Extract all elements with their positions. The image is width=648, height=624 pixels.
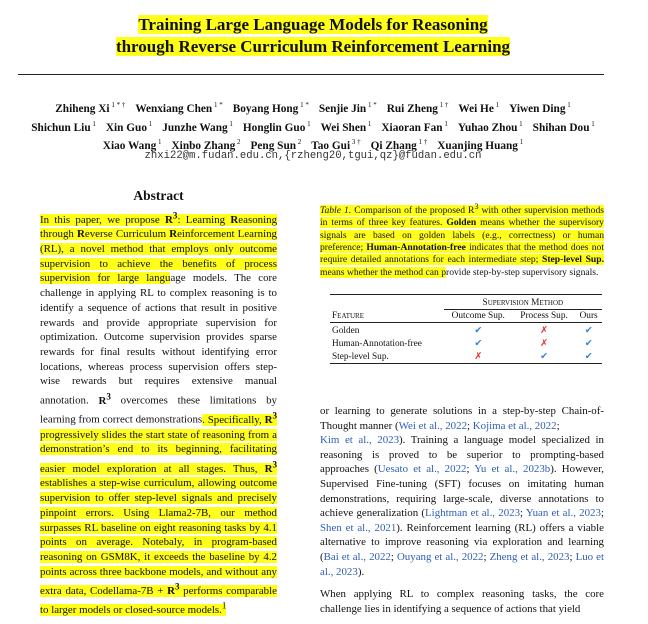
author-name: Yuhao Zhou $^1$ — [457, 119, 523, 134]
title-line-2: through Reverse Curriculum Reinforcement Learning — [115, 37, 511, 56]
author-name: Shihan Dou $^1$ — [532, 119, 595, 134]
author-name: Tao Gui $^{3 \dagger}$ — [311, 138, 361, 153]
supervision-method-header: Supervision Method — [444, 297, 602, 310]
citation-link[interactable]: Luo et al., 2023 — [320, 550, 605, 578]
citation-link[interactable]: Wei et al., 2022 — [398, 419, 468, 432]
author-name: Zhiheng Xi $^{1 * \dagger}$ — [55, 101, 126, 115]
citation-link[interactable]: Yuan et al., 2023 — [525, 507, 601, 520]
check-icon: ✔ — [584, 339, 593, 349]
check-icon: ✔ — [540, 352, 548, 362]
feature-cell: Step-level Sup. — [332, 351, 389, 362]
citation-link[interactable]: Lightman et al., 2023 — [425, 507, 521, 520]
author-name: Honglin Guo $^1$ — [242, 119, 311, 134]
table-row — [330, 324, 602, 337]
author-name: Rui Zheng $^{1 \dagger}$ — [386, 101, 449, 115]
citation-link[interactable]: Kim et al., 2023 — [320, 434, 400, 447]
cross-icon: ✗ — [540, 326, 548, 336]
abstract-highlight-1: In this paper, we propose $R^3$: Learning Reasoning through Reverse Curriculum Reinforcement Learning (RL), a novel method that employs only outcome supervision to achieve the benefits of process supervision for large langu — [40, 210, 278, 285]
abstract-text: In this paper, we propose $R^3$: Learning Reasoning through Reverse Curriculum Reinforcement Learning (RL), a novel method that employs only outcome supervision to achieve the benefits of process supervision for large language models. The core challenge in applying RL to complex reasoning is to identify a sequence of actions that result in positive rewards and provide appropriate supervision for optimization. Outcome supervision provides sparse rewards for final results without identifying error locations, whereas process supervision offers step-wise rewards but requires extensive manual annotation. $R^3$ overcomes these limitations by learning from correct demonstrations. Specifically, $R^3$ progressively slides the start state of reasoning from a demonstration’s end to its beginning, facilitating easier model exploration at all stages. Thus, $R^3$ establishes a step-wise curriculum, allowing outcome supervision to offer step-level signals and precisely pinpoint errors. Using Llama2-7B, our method surpasses RL baseline on eight reasoning tasks by 4.1 points on average. Notebaly, in program-based reasoning on GSM8K, it exceeds the baseline by 4.2 points across three backbone models, and without any extra data, Codellama-7B + $R^3$ performs comparable to larger models or closed-source models.$^1$ — [40, 210, 278, 617]
author-name: Senjie Jin $^{1 *}$ — [318, 101, 377, 115]
citation-link[interactable]: Zheng et al., 2023 — [489, 550, 570, 563]
abstract-highlight-2: . Specifically, $R^3$ progressively slides the start state of reasoning from a demonstration’s end to its beginning, facilitating easier model exploration at all stages. Thus, $R^3$ establishes a step-wise curriculum, allowing outcome supervision to offer step-level signals and precisely pinpoint errors. Using Llama2-7B, our method surpasses RL baseline on eight reasoning tasks by 4.1 points on average. Notebaly, in program-based reasoning on GSM8K, it exceeds the baseline by 4.2 points across three backbone models, and without any extra data, Codellama-7B + $R^3$ performs comparable to larger models or closed-source models.$^1$ — [40, 410, 277, 617]
check-icon: ✔ — [584, 352, 593, 362]
citation-link[interactable]: Yu et al., 2023b — [474, 463, 551, 476]
author-name: Yiwen Ding $^1$ — [509, 101, 571, 115]
author-name: Peng Sun $^2$ — [250, 138, 302, 153]
author-name: Wenxiang Chen $^{1 *}$ — [135, 101, 223, 115]
author-name: Boyang Hong $^{1 *}$ — [232, 101, 309, 115]
abstract-heading: Abstract — [133, 188, 184, 203]
author-name: Wei He $^1$ — [458, 101, 500, 115]
citation-link[interactable]: Uesato et al., 2022 — [377, 463, 467, 476]
paper-title — [0, 14, 626, 58]
table-row — [330, 350, 602, 364]
title-line-1: Training Large Language Models for Reasoning — [138, 15, 488, 34]
check-icon: ✔ — [584, 326, 593, 336]
comparison-table — [330, 294, 602, 366]
check-icon: ✔ — [474, 339, 483, 349]
author-name: Wei Shen $^1$ — [320, 119, 372, 134]
citation-link[interactable]: Shen et al., 2021 — [320, 521, 397, 534]
col-header-ours: Ours — [579, 311, 598, 321]
table-row — [330, 337, 602, 350]
author-email: zhxi22@m.fudan.edu.cn,{rzheng20,tgui,qz}@fudan.edu.cn — [144, 150, 482, 162]
caption-highlight: Table 1. Comparison of the proposed $R^3$ with other supervision methods in terms of three key features. Golden means whether the supervisory signals are based on golden labels (e.g., correctness) or human preference; Human-Annotation-free indicates that the method does not require detailed annotations for each intermediate step; Step-level Sup. means whether the method can p — [320, 202, 604, 278]
author-name: Xiao Wang $^1$ — [102, 138, 162, 153]
author-line-1 — [0, 98, 626, 117]
author-name: Xiaoran Fan $^1$ — [381, 119, 448, 134]
feature-header: Feature — [332, 310, 365, 321]
citation-link[interactable]: Bai et al., 2022 — [323, 550, 391, 563]
author-line-2 — [0, 117, 626, 136]
col-header-outcome: Outcome Sup. — [451, 311, 505, 321]
check-icon: ✔ — [474, 326, 483, 336]
col-header-process: Process Sup. — [520, 311, 568, 321]
author-name: Xinbo Zhang $^2$ — [171, 138, 241, 153]
feature-cell: Human-Annotation-free — [332, 338, 422, 349]
feature-cell: Golden — [332, 325, 360, 336]
citation-link[interactable]: Ouyang et al., 2022 — [396, 550, 484, 563]
body-paragraph-2: When applying RL to complex reasoning tasks, the core challenge lies in identifying a sequence of actions that yield — [320, 588, 604, 615]
author-name: Qi Zhang $^{1 \dagger}$ — [370, 138, 428, 153]
author-list — [0, 98, 626, 154]
author-name: Shichun Liu $^1$ — [31, 119, 96, 134]
body-paragraph-1: or learning to generate solutions in a step-by-step Chain-of-Thought manner (Wei et al., 2022; Kojima et al., 2022; Kim et al., 2023). Training a language model specialized in reasoning is proved to be superior to prompting-based approaches (Uesato et al., 2022; Yu et al., 2023b). However, Supervised Fine-tuning (SFT) focuses on imitating human demonstrations, requiring large-scale, diverse annotations to achieve generalization (Lightman et al., 2023; Yuan et al., 2023; Shen et al., 2021). Reinforcement learning (RL) offers a viable alternative to improve reasoning via exploration and learning (Bai et al., 2022; Ouyang et al., 2022; Zheng et al., 2023; Luo et al., 2023). — [320, 405, 605, 578]
author-name: Xin Guo $^1$ — [105, 119, 153, 134]
author-name: Xuanjing Huang $^1$ — [437, 138, 524, 153]
cross-icon: ✗ — [540, 339, 548, 349]
body-text-right — [320, 404, 604, 624]
author-name: Junzhe Wang $^1$ — [162, 119, 233, 134]
title-rule — [18, 74, 604, 75]
table-caption: Table 1. Comparison of the proposed $R^3$ with other supervision methods in terms of three key features. Golden means whether the supervisory signals are based on golden labels (e.g., correctness) or human preference; Human-Annotation-free indicates that the method does not require detailed annotations for each intermediate step; Step-level Sup. means whether the method can provide step-by-step supervisory signals. — [320, 202, 604, 278]
cross-icon: ✗ — [474, 352, 483, 362]
citation-link[interactable]: Kojima et al., 2022 — [472, 419, 557, 432]
